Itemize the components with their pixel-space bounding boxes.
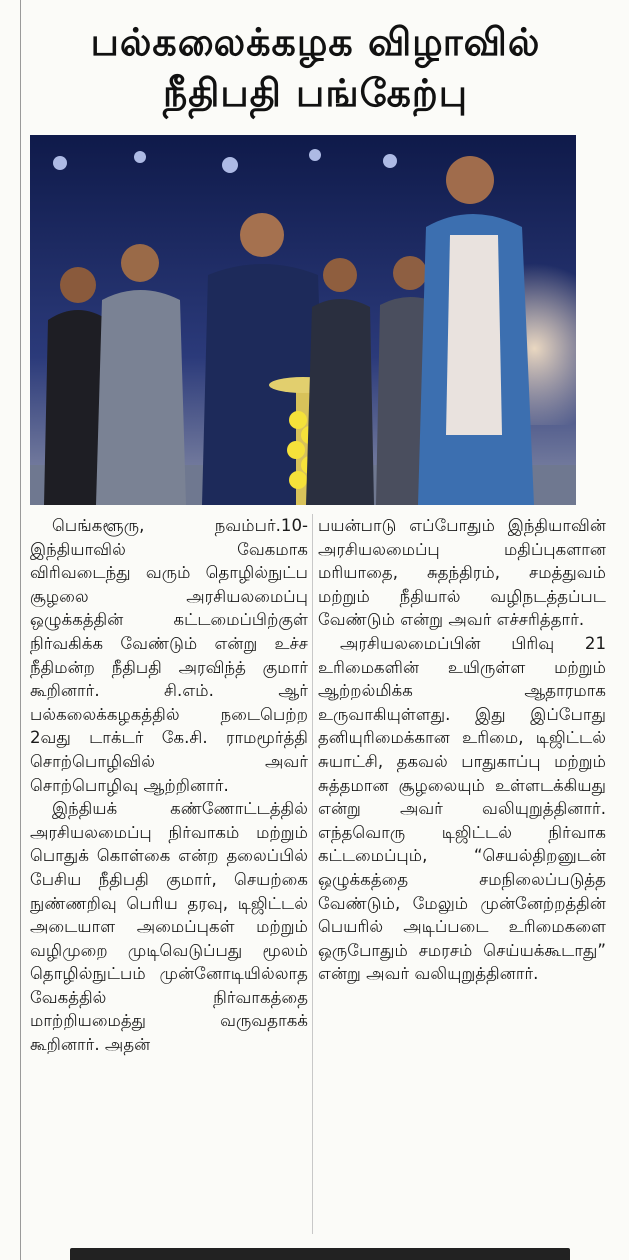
article-column-left [30,514,308,1057]
article-column-right [318,514,606,986]
article-paragraph: பயன்பாடு எப்போதும் இந்தியாவின் அரசியலமைப்பு மதிப்புகளான மரியாதை, சுதந்திரம், சமத்துவம் மற்றும் நீதியால் வழிநடத்தப்பட வேண்டும் என்று அவர் எச்சரித்தார். [318,516,606,630]
next-headline-cutoff [70,1248,570,1260]
headline-line-1: பல்கலைக்கழக விழாவில் [90,20,541,64]
headline-line-2: நீதிபதி பங்கேற்பு [162,71,469,115]
article-paragraph: இந்தியக் கண்ணோட்டத்தில் அரசியலமைப்பு நிர்வாகம் மற்றும் பொதுக் கொள்கை என்ற தலைப்பில் பேசிய நீதிபதி குமார், செயற்கை நுண்ணறிவு பெரிய தரவு, டிஜிட்டல் அடையாள அமைப்புகள் மற்றும் வழிமுறை முடிவெடுப்பது மூலம் தொழில்நுட்பம் முன்னோடியில்லாத வேகத்தில் நிர்வாகத்தை மாற்றியமைத்து வருவதாகக் கூறினார். அதன் [30,799,308,1055]
article-paragraph: அரசியலமைப்பின் பிரிவு 21 உரிமைகளின் உயிருள்ள மற்றும் ஆற்றல்மிக்க ஆதாரமாக உருவாகியுள்ளது. இது இப்போது தனியுரிமைக்கான உரிமை, டிஜிட்டல் சுயாட்சி, தகவல் பாதுகாப்பு மற்றும் சுத்தமான சூழலையும் உள்ளடக்கியது என்று அவர் வலியுறுத்தினார். எந்தவொரு டிஜிட்டல் நிர்வாக கட்டமைப்பும், “செயல்திறனுடன் ஒழுக்கத்தை சமநிலைப்படுத்த வேண்டும், மேலும் முன்னேற்றத்தின் பெயரில் அடிப்படை உரிமைகளை ஒருபோதும் சமரசம் செய்யக்கூடாது” என்று அவர் வலியுறுத்தினார். [318,633,606,984]
column-divider [312,514,313,1234]
page-margin-rule [20,0,21,1260]
event-photo [30,135,576,505]
article-paragraph: பெங்களூரு, நவம்பர்.10- இந்தியாவில் வேகமாக விரிவடைந்து வரும் தொழில்நுட்ப சூழலை அரசியலமைப்பு ஒழுக்கத்தின் கட்டமைப்பிற்குள் நிர்வகிக்க வேண்டும் என்று உச்ச நீதிமன்ற நீதிபதி அரவிந்த் குமார் கூறினார். சி.எம். ஆர் பல்கலைக்கழகத்தில் நடைபெற்ற 2வது டாக்டர் கே.சி. ராமமூர்த்தி சொற்பொழிவில் அவர் சொற்பொழிவு ஆற்றினார். [30,516,308,795]
headline [28,18,603,120]
